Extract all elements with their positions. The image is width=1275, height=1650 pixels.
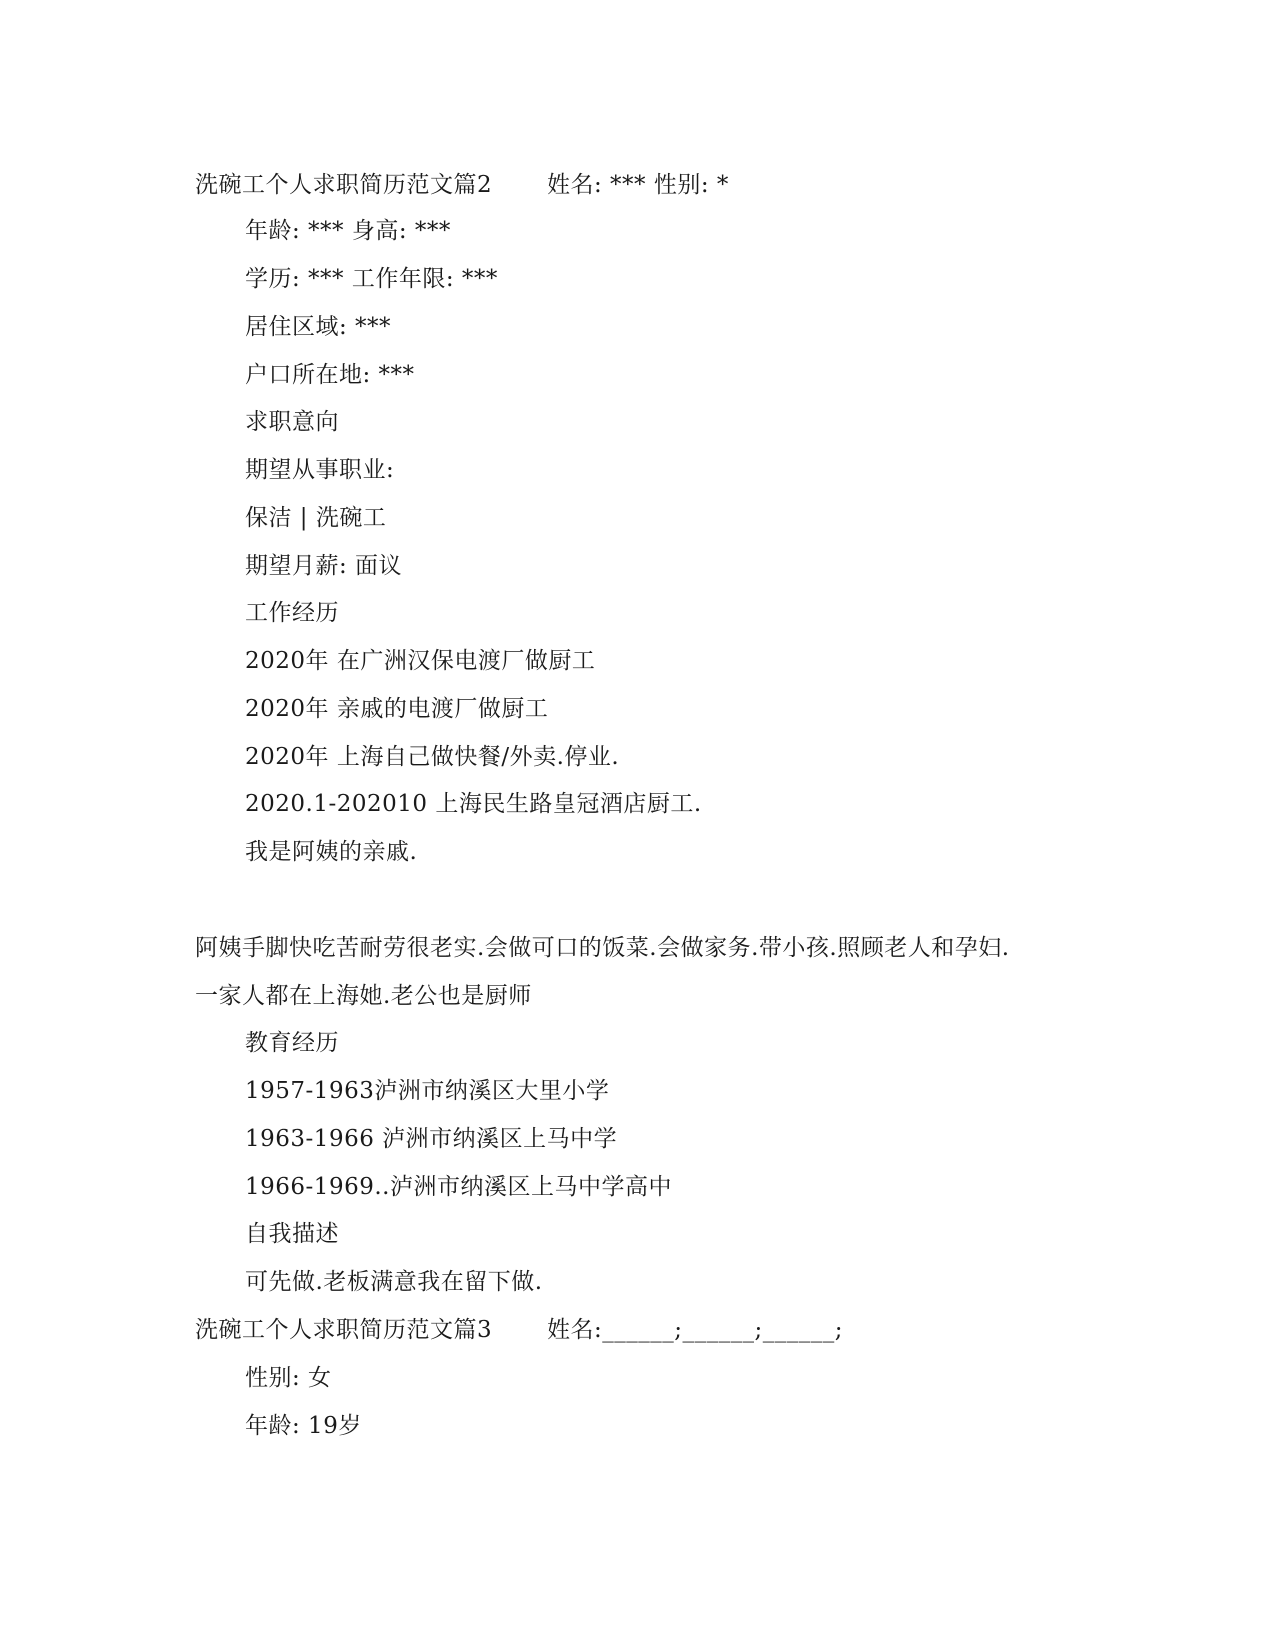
education-item: 1966-1969..泸洲市纳溪区上马中学高中 bbox=[245, 1174, 672, 1200]
age-line: 年龄: 19岁 bbox=[245, 1413, 362, 1439]
description-paragraph-line: 一家人都在上海她.老公也是厨师 bbox=[195, 983, 532, 1009]
section-heading-2: 洗碗工个人求职简历范文篇2 姓名: *** 性别: * bbox=[195, 172, 729, 198]
work-experience-heading: 工作经历 bbox=[245, 600, 339, 626]
age-height-line: 年龄: *** 身高: *** bbox=[245, 218, 451, 244]
desired-salary-line: 期望月薪: 面议 bbox=[245, 553, 403, 579]
residence-line: 居住区域: *** bbox=[245, 314, 392, 340]
relative-note: 我是阿姨的亲戚. bbox=[245, 839, 418, 865]
work-experience-item: 2020年 上海自己做快餐/外卖.停业. bbox=[245, 744, 620, 770]
section-heading-3: 洗碗工个人求职简历范文篇3 姓名:______;______;______; bbox=[195, 1317, 843, 1343]
education-years-line: 学历: *** 工作年限: *** bbox=[245, 266, 498, 292]
education-heading: 教育经历 bbox=[245, 1030, 339, 1056]
description-paragraph-line: 阿姨手脚快吃苦耐劳很老实.会做可口的饭菜.会做家务.带小孩.照顾老人和孕妇. bbox=[195, 935, 1010, 961]
desired-occupation-value: 保洁 | 洗碗工 bbox=[245, 505, 387, 531]
education-item: 1957-1963泸洲市纳溪区大里小学 bbox=[245, 1078, 610, 1104]
work-experience-item: 2020年 在广洲汉保电渡厂做厨工 bbox=[245, 648, 596, 674]
desired-occupation-label: 期望从事职业: bbox=[245, 457, 395, 483]
self-description-heading: 自我描述 bbox=[245, 1221, 339, 1247]
work-experience-item: 2020年 亲戚的电渡厂做厨工 bbox=[245, 696, 549, 722]
self-description-text: 可先做.老板满意我在留下做. bbox=[245, 1269, 543, 1295]
work-experience-item: 2020.1-202010 上海民生路皇冠酒店厨工. bbox=[245, 791, 702, 817]
hukou-line: 户口所在地: *** bbox=[245, 362, 415, 388]
education-item: 1963-1966 泸洲市纳溪区上马中学 bbox=[245, 1126, 618, 1152]
job-intention-heading: 求职意向 bbox=[245, 409, 339, 435]
gender-line: 性别: 女 bbox=[245, 1365, 332, 1391]
